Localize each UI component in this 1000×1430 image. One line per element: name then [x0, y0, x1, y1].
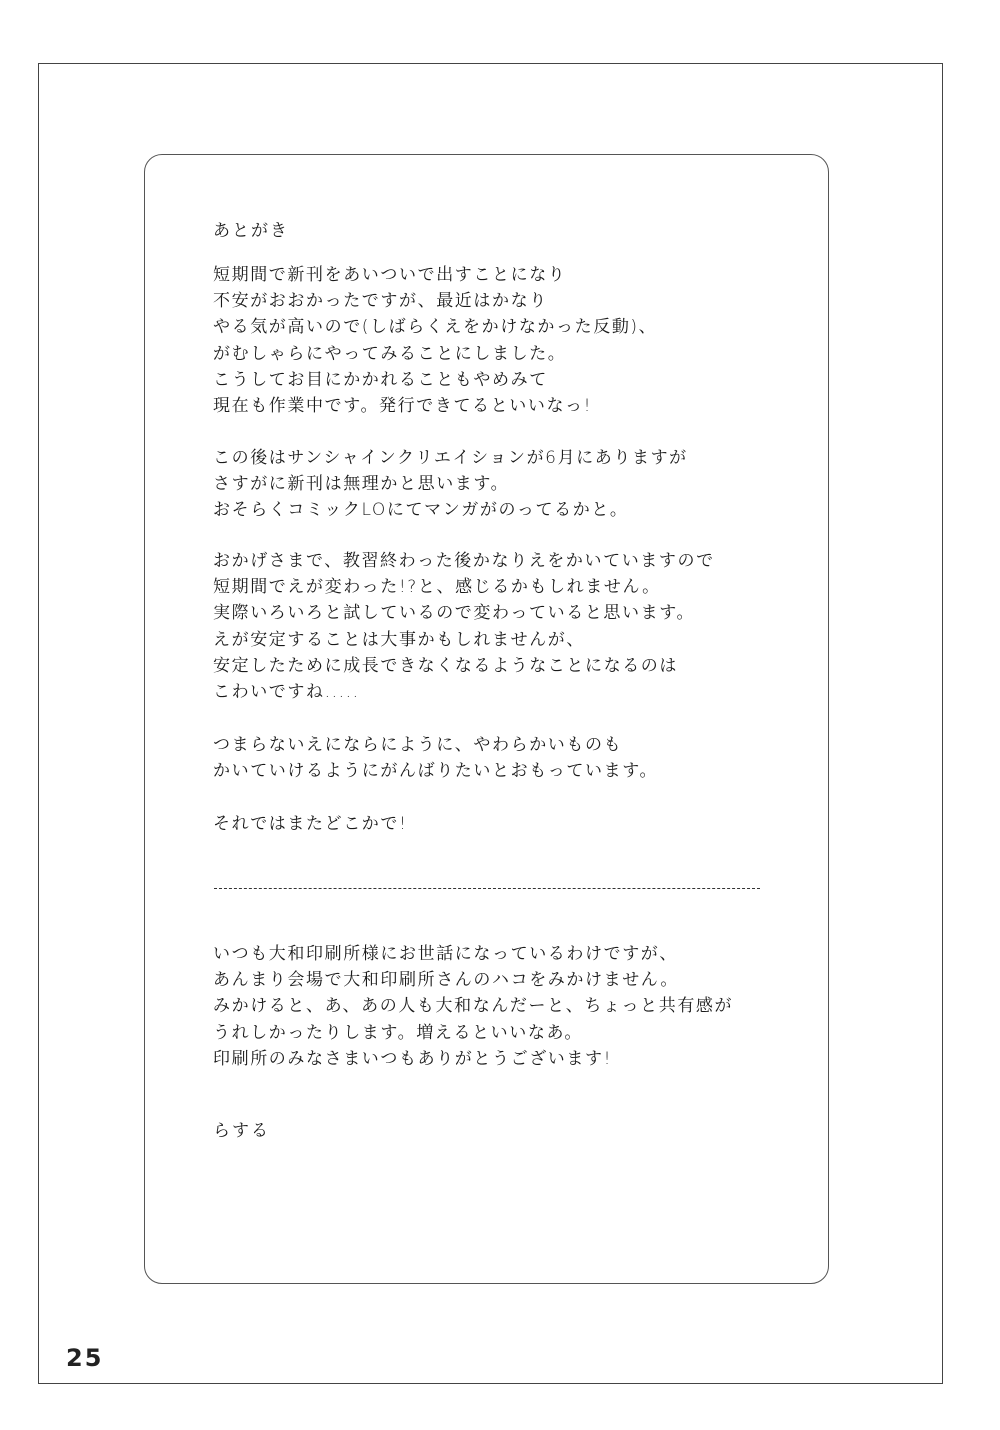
text-line: えが安定することは大事かもしれませんが、: [213, 629, 585, 650]
text-line: がむしゃらにやってみることにしました。: [213, 343, 567, 364]
dashed-divider: [214, 888, 760, 889]
afterword-title: あとがき: [213, 221, 289, 241]
paragraph-4: [213, 732, 803, 784]
text-line: 印刷所のみなさまいつもありがとうございます!: [213, 1048, 613, 1069]
text-line: みかけると、あ、あの人も大和なんだーと、ちょっと共有感が: [213, 996, 734, 1017]
text-line: 安定したために成長できなくなるようなことになるのは: [213, 655, 678, 676]
text-line: こわいですね.....: [213, 682, 360, 703]
paragraph-2: [213, 445, 803, 524]
text-line: こうしてお目にかかれることもやめみて: [213, 369, 548, 390]
paragraph-6: [213, 941, 803, 1072]
author-signature: らする: [213, 1121, 270, 1141]
paragraph-5: [213, 811, 803, 837]
text-line: かいていけるようにがんばりたいとおもっています。: [213, 761, 659, 782]
text-line: あんまり会場で大和印刷所さんのハコをみかけません。: [213, 970, 680, 991]
paragraph-1: [213, 262, 803, 419]
text-line: おかげさまで、教習終わった後かなりえをかいていますので: [213, 551, 715, 571]
text-line: この後はサンシャインクリエイションが6月にありますが: [213, 448, 688, 468]
page-number: 25: [66, 1344, 104, 1372]
text-line: 現在も作業中です。発行できてるといいなっ!: [213, 396, 593, 417]
text-line: いつも大和印刷所様にお世話になっているわけですが、: [213, 944, 678, 964]
text-line: おそらくコミックLOにてマンガがのってるかと。: [213, 500, 629, 521]
paragraph-3: [213, 548, 803, 705]
text-line: つまらないえにならにように、やわらかいものも: [213, 735, 623, 755]
text-line: 不安がおおかったですが、最近はかなり: [213, 291, 548, 312]
text-line: うれしかったりします。増えるといいなあ。: [213, 1022, 583, 1043]
text-line: さすがに新刊は無理かと思います。: [213, 474, 510, 495]
text-line: それではまたどこかで!: [213, 814, 408, 834]
text-line: 実際いろいろと試しているので変わっていると思います。: [213, 603, 696, 624]
text-line: 短期間でえが変わった!?と、感じるかもしれません。: [213, 577, 661, 598]
text-line: 短期間で新刊をあいついで出すことになり: [213, 265, 567, 285]
text-line: やる気が高いので(しばらくえをかけなかった反動)、: [213, 317, 658, 338]
